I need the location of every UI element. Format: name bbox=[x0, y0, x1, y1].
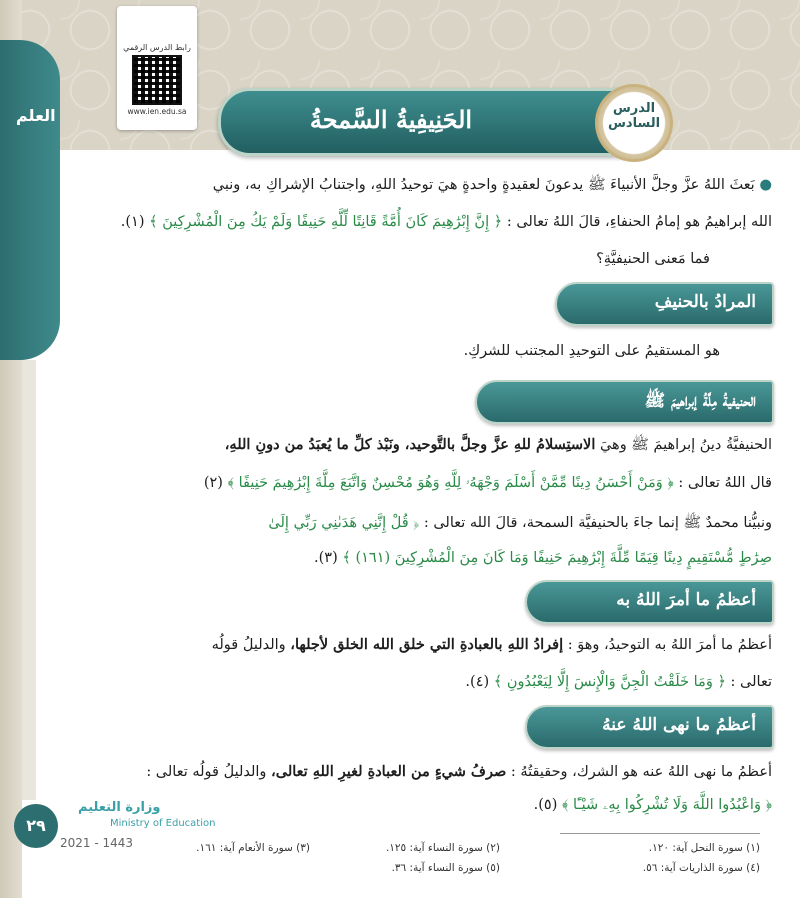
quran-verse: صِرَٰطٍ مُّسْتَقِيمٍ دِينًا قِيَمًا مِّلَّةَ إِبْرَٰهِيمَ حَنِيفًا وَمَا كَانَ مِنَ الْمُشْرِكِينَ (١٦١) ﴾ bbox=[342, 550, 772, 566]
command-line-2: تعالى : ﴿ وَمَا خَلَقْتُ الْجِنَّ وَالْإِنسَ إِلَّا لِيَعْبُدُونِ ﴾ (٤). bbox=[465, 674, 772, 690]
quran-verse: ﴿ قُلْ إِنَّنِي هَدَىٰنِي رَبِّي إِلَىٰ bbox=[268, 515, 420, 531]
qr-url[interactable]: www.ien.edu.sa bbox=[127, 107, 187, 116]
intro-line-2: الله إبراهيمُ هو إمامُ الحنفاءِ، قالَ اللهُ تعالى : ﴿ إِنَّ إِبْرَٰهِيمَ كَانَ أُمَّةً قَانِتًا لِّلَّهِ حَنِيفًا وَلَمْ يَكُ مِنَ الْمُشْرِكِينَ ﴾ (١). bbox=[120, 214, 772, 230]
footnote-2: (٢) سورة النساء آية: ١٢٥. bbox=[385, 842, 500, 854]
footnote-3: (٣) سورة الأنعام آية: ١٦١. bbox=[196, 842, 310, 854]
qr-code-icon[interactable] bbox=[132, 55, 182, 105]
section-heading-millat-ibrahim: الحنيفيةُ مِلَّةُ إبراهيمَ ﷺ bbox=[475, 380, 774, 424]
intro-line-1: ● بَعثَ اللهُ عزَّ وجلَّ الأنبياءَ ﷺ يدعونَ لعقيدةٍ واحدةٍ هيَ توحيدُ اللهِ، واجتنابُ الإشراكِ به، ونبي bbox=[212, 177, 772, 193]
footnote-divider bbox=[560, 833, 760, 834]
footnote-4: (٤) سورة الذاريات آية: ٥٦. bbox=[642, 862, 760, 874]
quran-verse: ﴿ وَمَا خَلَقْتُ الْجِنَّ وَالْإِنسَ إِلَّا لِيَعْبُدُونِ ﴾ bbox=[493, 674, 726, 690]
intro-question: فما مَعنى الحنيفيَّةِ؟ bbox=[596, 251, 710, 267]
page-title: الحَنِيفِيةُ السَّمحةُ bbox=[309, 105, 473, 134]
subject-side-tab bbox=[0, 40, 60, 360]
footnote-5: (٥) سورة النساء آية: ٣٦. bbox=[391, 862, 500, 874]
lesson-number-badge bbox=[595, 84, 673, 162]
prohibition-line-1: أعظمُ ما نهى اللهُ عنه هو الشرك، وحقيقتُهُ : صرفُ شيءٍ من العبادةِ لغيرِ اللهِ تعالى، والدليلُ قولُه تعالى : bbox=[146, 763, 772, 780]
command-line-1: أعظمُ ما أمرَ اللهُ به التوحيدُ، وهوَ : إفرادُ اللهِ بالعبادةِ التي خلق الله الخلق لأجلها، والدليلُ قولُه bbox=[211, 636, 772, 653]
quran-verse: ﴿ وَمَنْ أَحْسَنُ دِينًا مِّمَّنْ أَسْلَمَ وَجْهَهُۥ لِلَّهِ وَهُوَ مُحْسِنٌ وَاتَّبَعَ مِلَّةَ إِبْرَٰهِيمَ حَنِيفًا ﴾ bbox=[227, 475, 674, 491]
lesson-title-banner bbox=[218, 88, 654, 156]
footnote-1: (١) سورة النحل آية: ١٢٠. bbox=[648, 842, 760, 854]
quran-verse: ﴿ إِنَّ إِبْرَٰهِيمَ كَانَ أُمَّةً قَانِتًا لِّلَّهِ حَنِيفًا وَلَمْ يَكُ مِنَ الْمُشْرِكِينَ ﴾ bbox=[149, 214, 503, 230]
millat-line-4: صِرَٰطٍ مُّسْتَقِيمٍ دِينًا قِيَمًا مِّلَّةَ إِبْرَٰهِيمَ حَنِيفًا وَمَا كَانَ مِنَ الْمُشْرِكِينَ (١٦١) ﴾ (٣). bbox=[314, 550, 772, 566]
prohibition-line-2: ﴿ وَاعْبُدُوا اللَّهَ وَلَا تُشْرِكُوا بِهِۦ شَيْـًٔا ﴾ (٥). bbox=[533, 797, 772, 813]
quran-verse: ﴿ وَاعْبُدُوا اللَّهَ وَلَا تُشْرِكُوا بِهِۦ شَيْـًٔا ﴾ bbox=[561, 797, 772, 813]
millat-line-2: قال اللهُ تعالى : ﴿ وَمَنْ أَحْسَنُ دِينًا مِّمَّنْ أَسْلَمَ وَجْهَهُۥ لِلَّهِ وَهُوَ مُحْسِنٌ وَاتَّبَعَ مِلَّةَ إِبْرَٰهِيمَ حَنِيفًا ﴾ (٢) bbox=[203, 475, 772, 491]
bullet-icon: ● bbox=[759, 177, 772, 193]
millat-line-3: ونبيُّنا محمدٌ ﷺ إنما جاءَ بالحنيفيَّة السمحة، قالَ الله تعالى : ﴿ قُلْ إِنَّنِي هَدَىٰنِي رَبِّي إِلَىٰ bbox=[268, 515, 772, 531]
subject-label: العلم bbox=[16, 106, 56, 125]
section-heading-greatest-command: أعظمُ ما أمرَ اللهُ به bbox=[525, 580, 774, 624]
millat-line-1: الحنيفيَّةُ دينُ إبراهيمَ ﷺ وهيَ الاستِسلامُ للهِ عزَّ وجلَّ بالتَّوحيد، ونَبْذ كلِّ ما يُعبَدُ من دونِ اللهِ، bbox=[224, 436, 772, 453]
page-number: ٢٩ bbox=[14, 804, 58, 848]
ministry-logo-english: Ministry of Education bbox=[110, 818, 216, 829]
qr-card[interactable] bbox=[117, 6, 197, 130]
hanif-definition: هو المستقيمُ على التوحيدِ المجتنب للشركِ. bbox=[463, 343, 720, 359]
section-heading-hanif: المرادُ بالحنيفِ bbox=[555, 282, 774, 326]
section-heading-greatest-prohibition: أعظمُ ما نهى اللهُ عنهُ bbox=[525, 705, 774, 749]
qr-title: رابط الدرس الرقمي bbox=[123, 43, 191, 52]
ministry-logo-text: وزارة التعليم bbox=[78, 800, 161, 815]
edition-year: 2021 - 1443 bbox=[60, 836, 134, 850]
lesson-badge-label: الدرس bbox=[612, 101, 656, 116]
decorative-gray-strip bbox=[22, 360, 36, 800]
lesson-badge-number: السادس bbox=[607, 116, 661, 131]
